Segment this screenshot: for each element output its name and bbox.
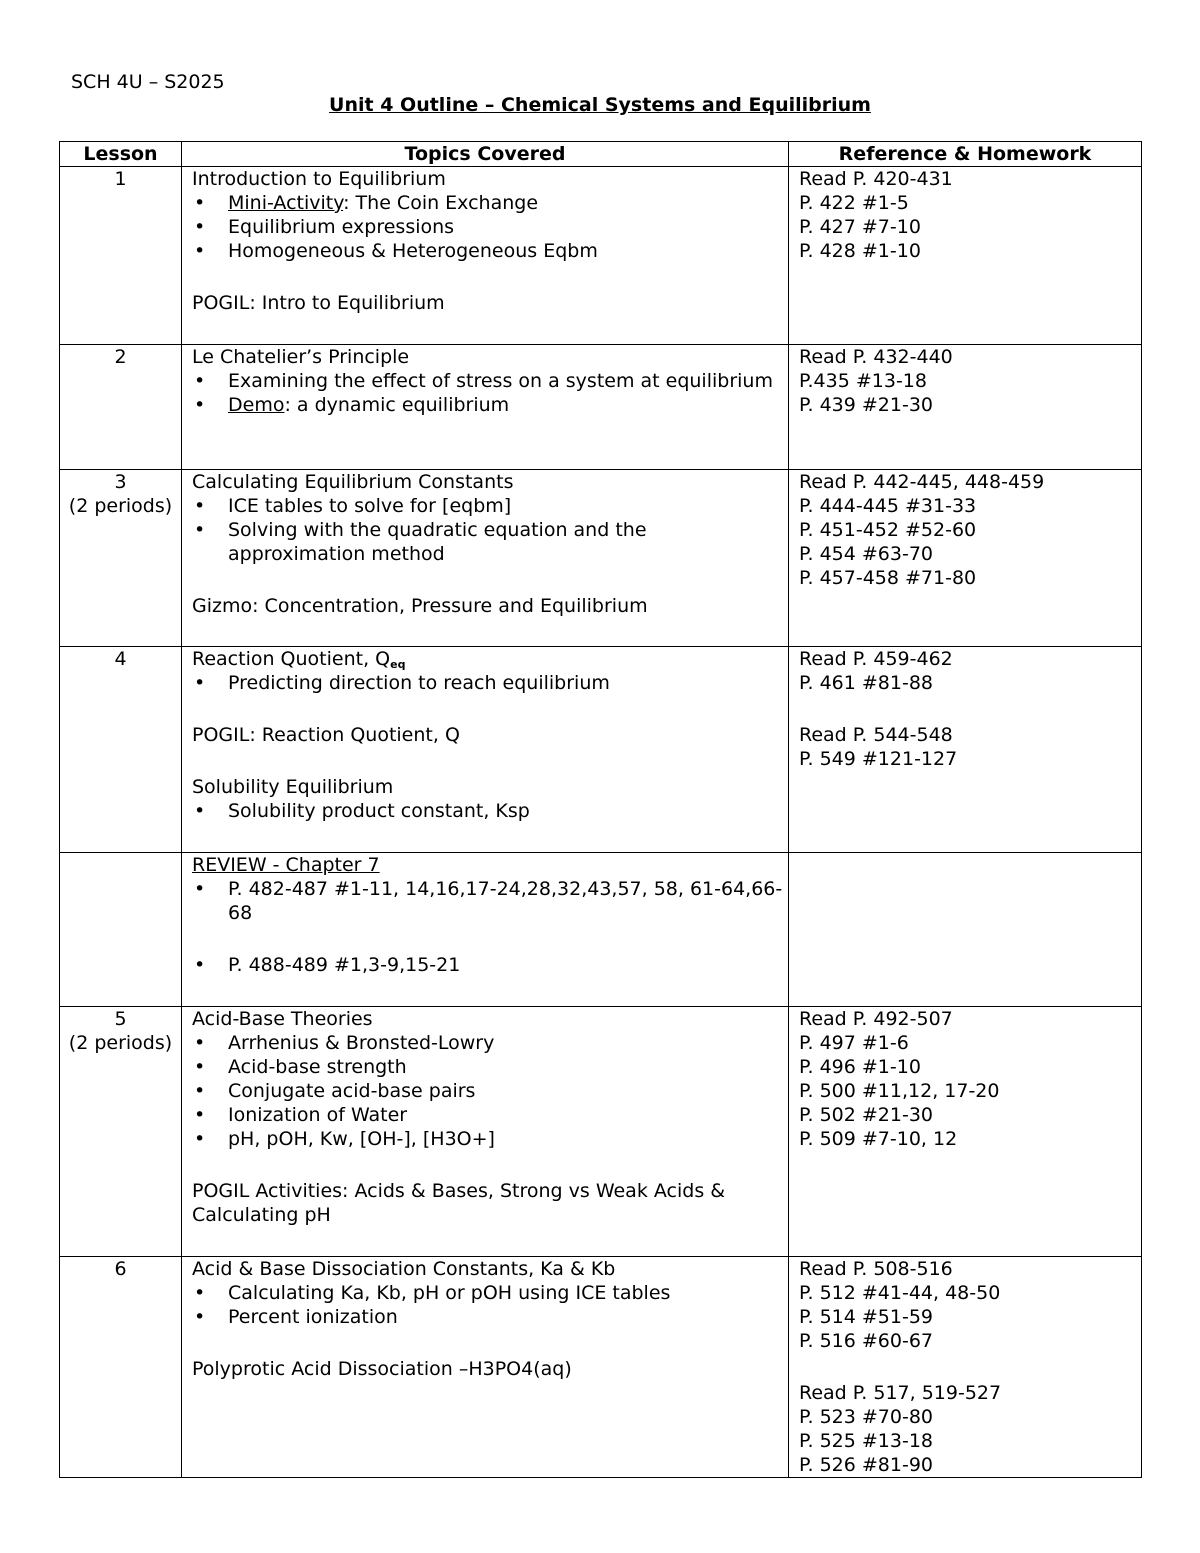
table-row: [60, 1007, 1142, 1257]
list-item: • Examining the effect of stress on a system at equilibrium: [192, 369, 788, 393]
page-title: Unit 4 Outline – Chemical Systems and Equilibrium: [329, 94, 871, 116]
reference-line: P. 444-445 #31-33: [799, 495, 977, 517]
list-item: • Solving with the quadratic equation and the approximation method: [192, 518, 788, 566]
topics-cell: [182, 167, 789, 345]
review-title: REVIEW - Chapter 7: [192, 854, 380, 876]
lesson-periods: (2 periods): [68, 1032, 173, 1054]
reference-line: P. 502 #21-30: [799, 1104, 934, 1126]
unit-outline-table: [59, 141, 1142, 1478]
reference-line: P. 497 #1-6: [799, 1032, 909, 1054]
topic-list: [192, 369, 788, 417]
reference-cell: [789, 470, 1142, 647]
reference-line: Read P. 517, 519-527: [799, 1382, 1002, 1404]
reference-line: P. 454 #63-70: [799, 543, 934, 565]
reference-cell: [789, 167, 1142, 345]
header-lesson: Lesson: [60, 142, 182, 167]
lesson-number: 4: [114, 648, 127, 670]
reference-line: P. 523 #70-80: [799, 1406, 934, 1428]
topic-title: Calculating Equilibrium Constants: [192, 471, 514, 493]
reference-line: Read P. 442-445, 448-459: [799, 471, 1045, 493]
course-code: SCH 4U – S2025: [71, 71, 225, 93]
reference-line: Read P. 492-507: [799, 1008, 953, 1030]
lesson-cell: [60, 647, 182, 853]
lesson-cell: [60, 470, 182, 647]
reference-line: Read P. 508-516: [799, 1258, 953, 1280]
topics-cell: [182, 1257, 789, 1478]
reference-cell: [789, 345, 1142, 470]
list-item: • Calculating Ka, Kb, pH or pOH using ICE tables: [192, 1281, 788, 1305]
activity-label: Mini-Activity: [228, 192, 344, 214]
lesson-number: 3: [114, 471, 127, 493]
topic-title: [192, 647, 788, 671]
reference-cell: [789, 1257, 1142, 1478]
reference-line: P. 509 #7-10, 12: [799, 1128, 958, 1150]
reference-line: P. 457-458 #71-80: [799, 567, 977, 589]
reference-line: Read P. 420-431: [799, 168, 953, 190]
topics-cell: [182, 853, 789, 1007]
reference-line: P. 526 #81-90: [799, 1454, 934, 1476]
topic-note: Polyprotic Acid Dissociation –H3PO4(aq): [192, 1358, 572, 1380]
list-item: • P. 488-489 #1,3-9,15-21: [192, 953, 788, 977]
topic-list: [192, 671, 788, 695]
topic-title: Introduction to Equilibrium: [192, 168, 446, 190]
table-row: [60, 853, 1142, 1007]
reference-line: Read P. 459-462: [799, 648, 953, 670]
lesson-cell: [60, 345, 182, 470]
topic-note: POGIL: Intro to Equilibrium: [192, 292, 445, 314]
topic-list: [192, 953, 788, 977]
list-item: • P. 482-487 #1-11, 14,16,17-24,28,32,43,57, 58, 61-64,66-68: [192, 877, 788, 925]
reference-line: P. 439 #21-30: [799, 394, 934, 416]
lesson-number: 5: [114, 1008, 127, 1030]
topic-title-text: Reaction Quotient, Q: [192, 648, 391, 670]
list-item-text: : a dynamic equilibrium: [284, 394, 510, 416]
topics-cell: [182, 345, 789, 470]
reference-line: P. 514 #51-59: [799, 1306, 934, 1328]
topics-cell: [182, 1007, 789, 1257]
topic-list: [192, 1281, 788, 1329]
reference-cell: [789, 1007, 1142, 1257]
list-item: [192, 191, 788, 215]
lesson-cell: [60, 1007, 182, 1257]
table-row: [60, 345, 1142, 470]
reference-line: P. 525 #13-18: [799, 1430, 934, 1452]
lesson-cell: [60, 167, 182, 345]
topic-title: Acid-Base Theories: [192, 1008, 373, 1030]
reference-line: P. 549 #121-127: [799, 748, 958, 770]
table-header-row: [60, 142, 1142, 167]
list-item: • pH, pOH, Kw, [OH-], [H3O+]: [192, 1127, 788, 1151]
list-item: • Percent ionization: [192, 1305, 788, 1329]
table-row: [60, 1257, 1142, 1478]
topic-title: Le Chatelier’s Principle: [192, 346, 410, 368]
topic-list: [192, 1031, 788, 1151]
topic-title: Solubility Equilibrium: [192, 776, 394, 798]
list-item: • Homogeneous & Heterogeneous Eqbm: [192, 239, 788, 263]
topic-note: Gizmo: Concentration, Pressure and Equilibrium: [192, 595, 648, 617]
topic-note: POGIL: Reaction Quotient, Q: [192, 724, 460, 746]
lesson-number: 1: [114, 168, 127, 190]
topics-cell: [182, 470, 789, 647]
header-topics: Topics Covered: [182, 142, 789, 167]
reference-line: Read P. 544-548: [799, 724, 953, 746]
topics-cell: [182, 647, 789, 853]
reference-line: P. 461 #81-88: [799, 672, 934, 694]
reference-line: P. 516 #60-67: [799, 1330, 934, 1352]
list-item: • Ionization of Water: [192, 1103, 788, 1127]
table-row: [60, 167, 1142, 345]
list-item: • Solubility product constant, Ksp: [192, 799, 788, 823]
lesson-cell: [60, 853, 182, 1007]
list-item: • Acid-base strength: [192, 1055, 788, 1079]
list-item-text: : The Coin Exchange: [343, 192, 539, 214]
lesson-cell: [60, 1257, 182, 1478]
lesson-number: 6: [114, 1258, 127, 1280]
reference-line: P. 451-452 #52-60: [799, 519, 977, 541]
topic-list: [192, 877, 788, 925]
topic-note: POGIL Activities: Acids & Bases, Strong vs Weak Acids & Calculating pH: [192, 1180, 726, 1226]
lesson-number: 2: [114, 346, 127, 368]
reference-line: P.435 #13-18: [799, 370, 927, 392]
list-item: [192, 393, 788, 417]
list-item: • Predicting direction to reach equilibrium: [192, 671, 788, 695]
reference-line: Read P. 432-440: [799, 346, 953, 368]
reference-cell: [789, 647, 1142, 853]
topic-title: Acid & Base Dissociation Constants, Ka & Kb: [192, 1258, 616, 1280]
list-item: • Conjugate acid-base pairs: [192, 1079, 788, 1103]
topic-list: [192, 494, 788, 566]
reference-line: P. 422 #1-5: [799, 192, 909, 214]
reference-line: P. 496 #1-10: [799, 1056, 921, 1078]
table-row: [60, 470, 1142, 647]
lesson-periods: (2 periods): [68, 495, 173, 517]
list-item: • Equilibrium expressions: [192, 215, 788, 239]
topic-list: [192, 191, 788, 263]
topic-list: [192, 799, 788, 823]
reference-line: P. 512 #41-44, 48-50: [799, 1282, 1001, 1304]
table-row: [60, 647, 1142, 853]
reference-line: P. 427 #7-10: [799, 216, 921, 238]
header-reference: Reference & Homework: [789, 142, 1142, 167]
reference-line: P. 428 #1-10: [799, 240, 921, 262]
reference-cell: [789, 853, 1142, 1007]
list-item: • ICE tables to solve for [eqbm]: [192, 494, 788, 518]
demo-label: Demo: [228, 394, 285, 416]
reference-line: P. 500 #11,12, 17-20: [799, 1080, 1000, 1102]
subscript: eq: [390, 658, 406, 671]
list-item: • Arrhenius & Bronsted-Lowry: [192, 1031, 788, 1055]
